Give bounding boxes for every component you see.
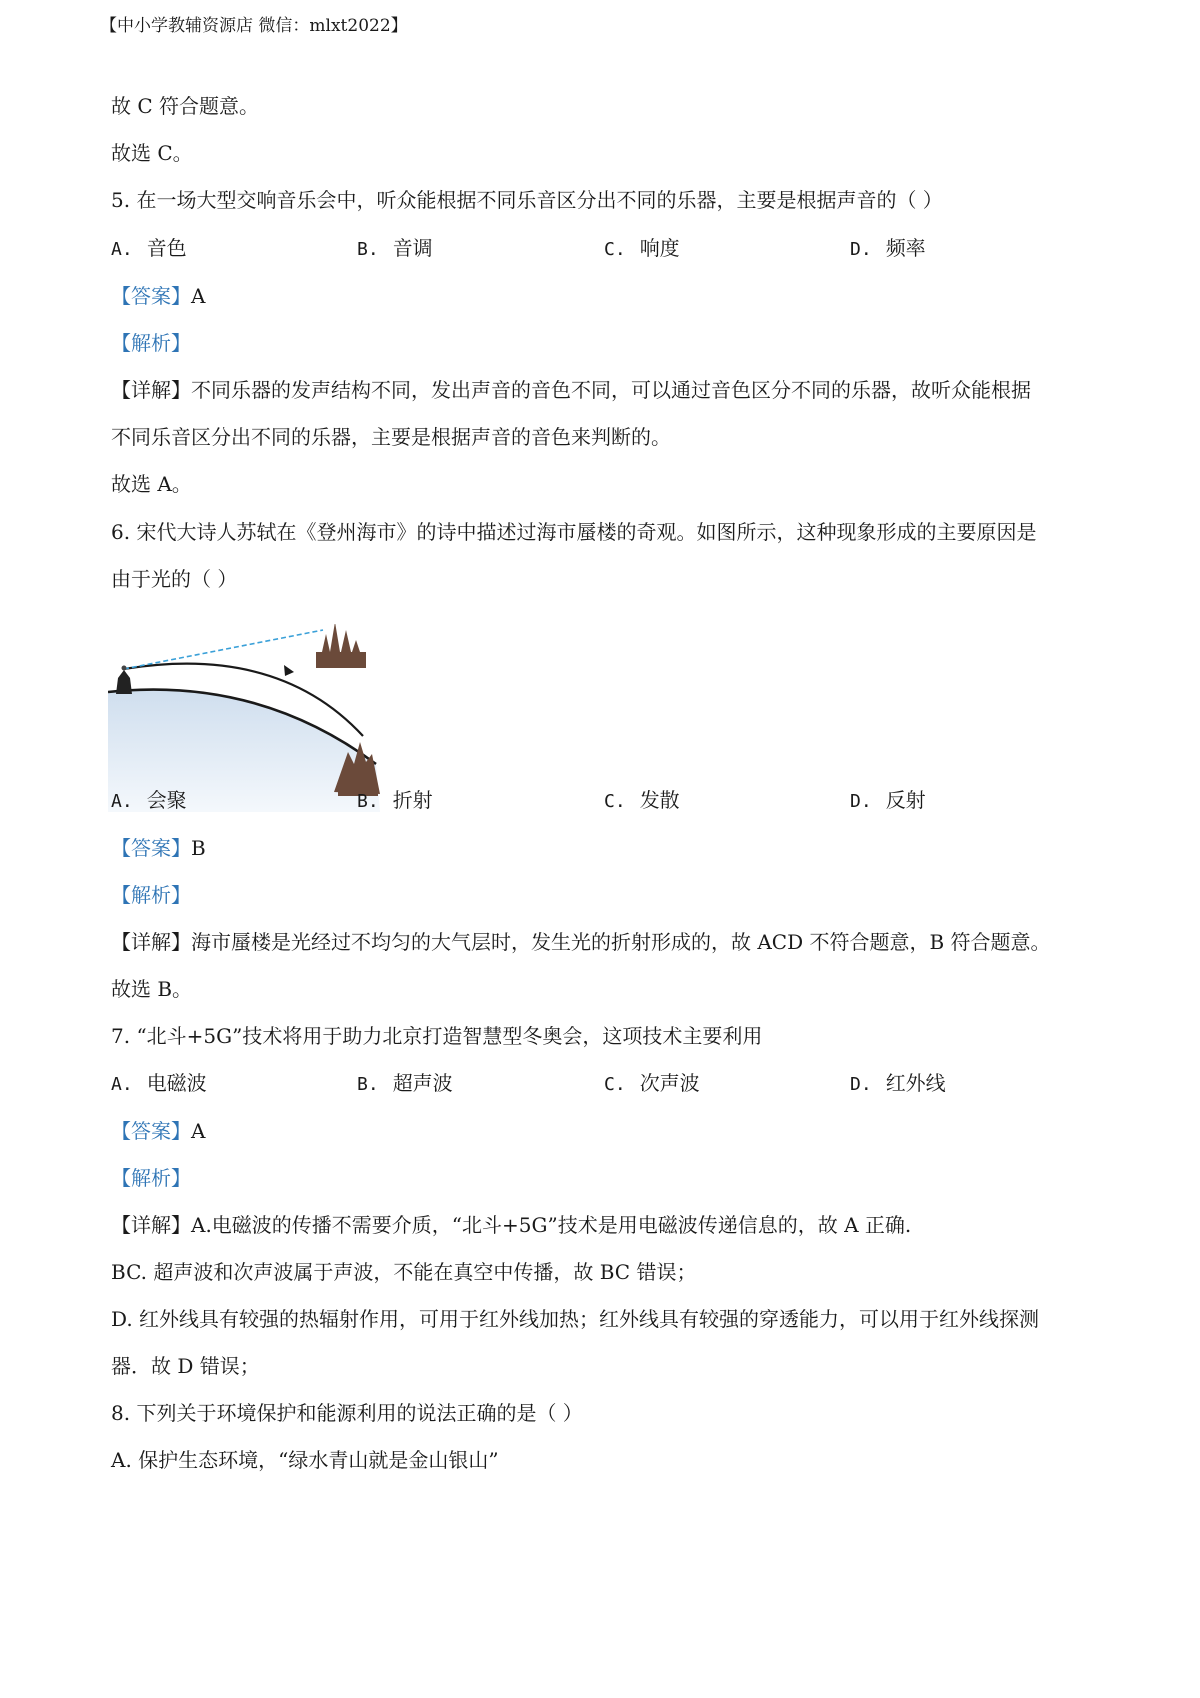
q6-option-a: A. 会聚 [111,788,187,812]
observer-icon [116,666,132,695]
text-line: 故选 C。 [111,141,193,165]
q7-detail: 【详解】A.电磁波的传播不需要介质，“北斗+5G”技术是用电磁波传递信息的，故 A 正确. [111,1213,912,1237]
q5-option-a: A. 音色 [111,236,187,260]
q6-option-c: C. 发散 [604,788,680,812]
mirage-city-icon [316,624,366,668]
q5-answer: 【答案】A [111,284,206,308]
q7-option-d: D. 红外线 [850,1071,946,1095]
text-line: 故 C 符合题意。 [111,94,260,118]
q7-detail-d: D. 红外线具有较强的热辐射作用，可用于红外线加热；红外线具有较强的穿透能力，可以用于红外线探测 [111,1307,1040,1331]
question-6-cont: 由于光的（ ） [111,567,238,591]
question-8: 8. 下列关于环境保护和能源利用的说法正确的是（ ） [111,1401,583,1425]
q5-detail-cont: 不同乐音区分出不同的乐器，主要是根据声音的音色来判断的。 [111,425,671,449]
line-of-sight [124,630,323,669]
question-5: 5. 在一场大型交响音乐会中，听众能根据不同乐音区分出不同的乐器，主要是根据声音的（ ） [111,188,943,212]
q7-option-c: C. 次声波 [604,1071,700,1095]
q5-choose: 故选 A。 [111,472,192,496]
q6-option-b: B. 折射 [357,788,433,812]
q7-detail-bc: BC. 超声波和次声波属于声波，不能在真空中传播，故 BC 错误； [111,1260,697,1284]
q7-option-b: B. 超声波 [357,1071,453,1095]
q5-option-c: C. 响度 [604,236,680,260]
arrow-icon [284,665,294,676]
q6-analysis-label: 【解析】 [111,883,191,907]
question-6: 6. 宋代大诗人苏轼在《登州海市》的诗中描述过海市蜃楼的奇观。如图所示，这种现象形成的主要原因是 [111,520,1037,544]
q7-option-a: A. 电磁波 [111,1071,207,1095]
page-header-watermark: 【中小学教辅资源店 微信：mlxt2022】 [100,16,408,36]
q6-detail: 【详解】海市蜃楼是光经过不均匀的大气层时，发生光的折射形成的，故 ACD 不符合题意，B 符合题意。 [111,930,1051,954]
q5-detail: 【详解】不同乐器的发声结构不同，发出声音的音色不同，可以通过音色区分不同的乐器，故听众能根据 [111,378,1031,402]
q8-option-a: A. 保护生态环境，“绿水青山就是金山银山” [111,1448,499,1472]
q7-answer: 【答案】A [111,1119,206,1143]
question-7: 7. “北斗+5G”技术将用于助力北京打造智慧型冬奥会，这项技术主要利用 [111,1024,763,1048]
q5-option-d: D. 频率 [850,236,926,260]
q7-detail-d-cont: 器．故 D 错误； [111,1354,260,1378]
mirage-diagram [108,624,400,812]
q7-analysis-label: 【解析】 [111,1166,191,1190]
q5-option-b: B. 音调 [357,236,433,260]
q6-answer: 【答案】B [111,836,206,860]
q6-choose: 故选 B。 [111,977,193,1001]
q6-option-d: D. 反射 [850,788,926,812]
q5-analysis-label: 【解析】 [111,331,191,355]
